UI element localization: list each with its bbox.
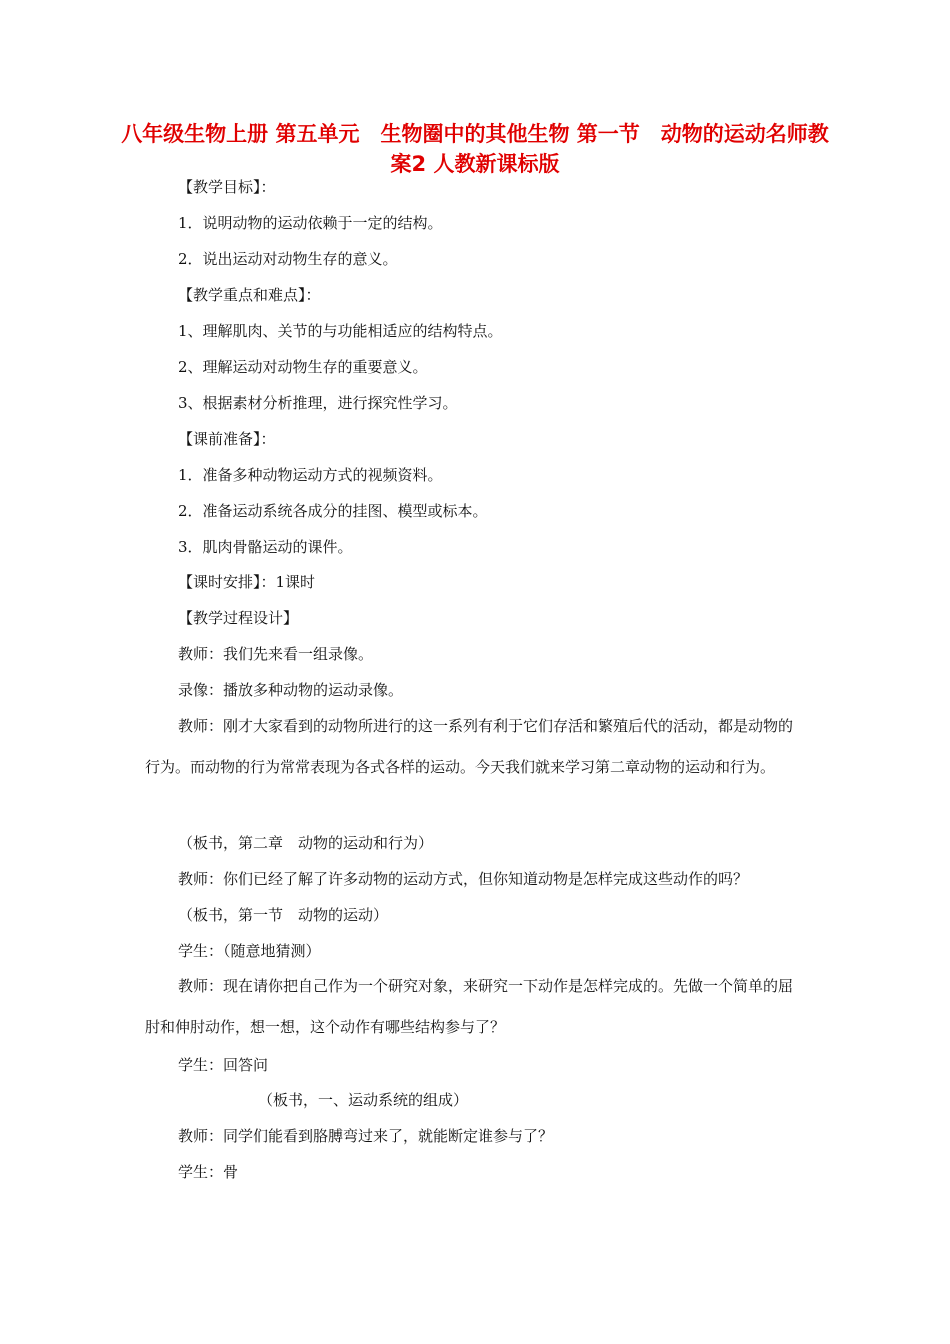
document-title: 八年级生物上册 第五单元 生物圈中的其他生物 第一节 动物的运动名师教案2 人教新课标版 xyxy=(121,122,829,176)
text-line: 教师：你们已经了解了许多动物的运动方式，但你知道动物是怎样完成这些动作的吗？ xyxy=(178,870,749,888)
text-line: （板书，第二章 动物的运动和行为） xyxy=(178,834,434,852)
text-line: 学生：骨 xyxy=(178,1163,239,1181)
text-line: 【教学重点和难点】： xyxy=(178,286,321,304)
text-line: 2．准备运动系统各成分的挂图、模型或标本。 xyxy=(178,502,488,520)
text-line: 学生：（随意地猜测） xyxy=(178,942,321,960)
text-line: 3、根据素材分析推理，进行探究性学习。 xyxy=(178,394,458,412)
paragraph: 教师：刚才大家看到的动物所进行的这一系列有利于它们存活和繁殖后代的活动，都是动物的行为。而动物的行为常常表现为各式各样的运动。今天我们就来学习第二章动物的运动和行为。 xyxy=(145,717,794,776)
text-line: 学生：回答问 xyxy=(178,1056,269,1074)
text-line: 1．准备多种动物运动方式的视频资料。 xyxy=(178,466,443,484)
text-line: 【课时安排】：1课时 xyxy=(178,573,316,591)
text-line: 【教学过程设计】 xyxy=(178,609,299,627)
text-line: 2、理解运动对动物生存的重要意义。 xyxy=(178,358,428,376)
text-line: （板书，第一节 动物的运动） xyxy=(178,906,389,924)
text-line: 录像：播放多种动物的运动录像。 xyxy=(178,681,404,699)
text-line: 2．说出运动对动物生存的意义。 xyxy=(178,250,398,268)
text-line: 【教学目标】： xyxy=(178,178,276,196)
text-line: 3．肌肉骨骼运动的课件。 xyxy=(178,538,353,556)
text-line: 【课前准备】： xyxy=(178,430,276,448)
text-line: 1．说明动物的运动依赖于一定的结构。 xyxy=(178,214,443,232)
paragraph: 教师：现在请你把自己作为一个研究对象，来研究一下动作是怎样完成的。先做一个简单的屈肘和伸肘动作，想一想，这个动作有哪些结构参与了？ xyxy=(145,977,794,1036)
text-line: 1、理解肌肉、关节的与功能相适应的结构特点。 xyxy=(178,322,503,340)
text-line: 教师：我们先来看一组录像。 xyxy=(178,645,374,663)
text-line: （板书，一、运动系统的组成） xyxy=(258,1091,469,1109)
text-line: 教师：同学们能看到胳膊弯过来了，就能断定谁参与了？ xyxy=(178,1127,554,1145)
